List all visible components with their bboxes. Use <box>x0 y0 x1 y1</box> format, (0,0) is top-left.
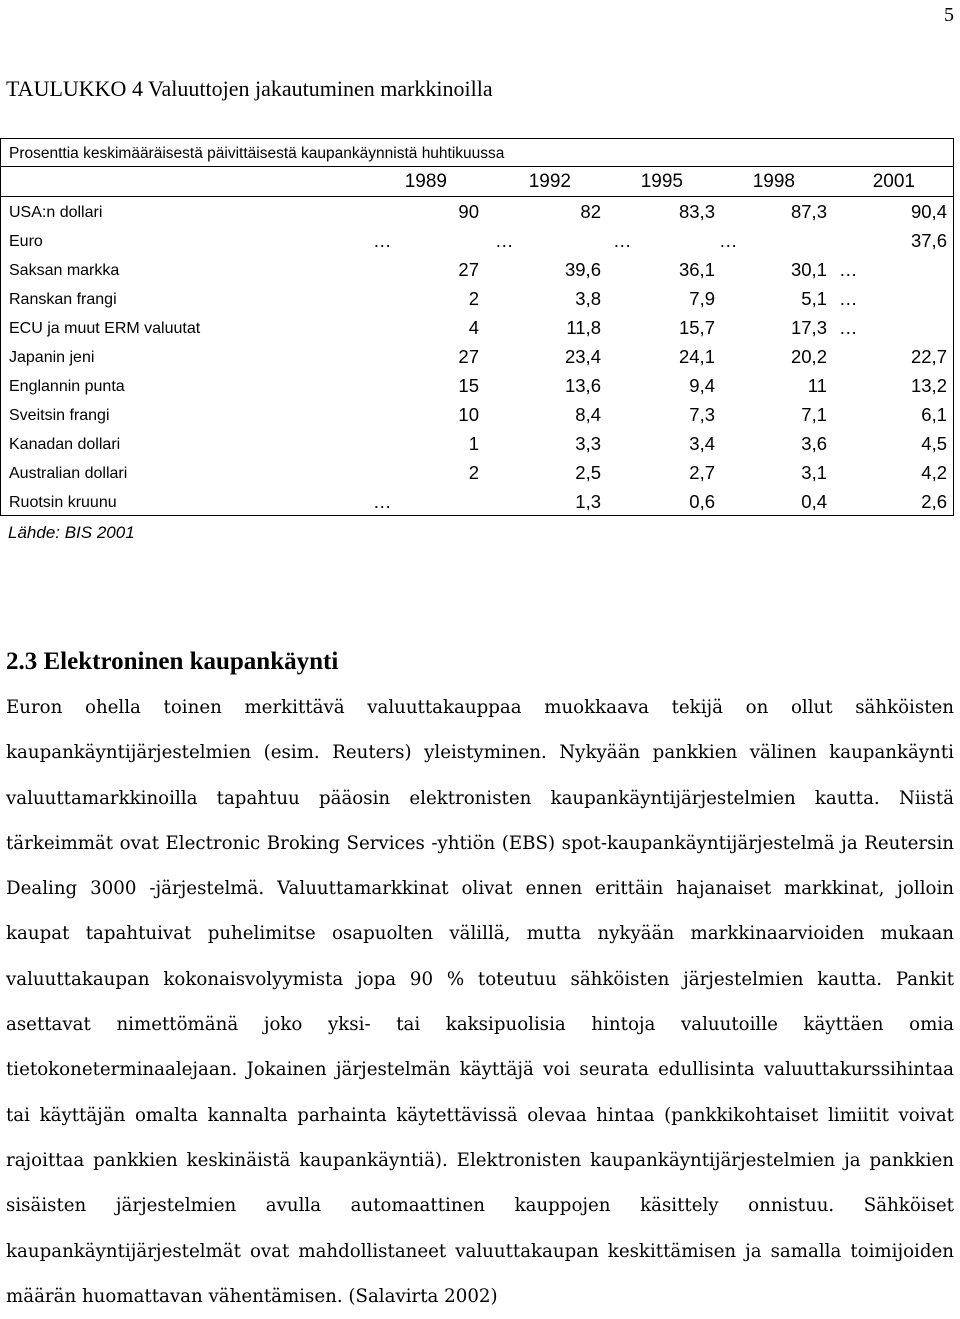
table-cell: 2 <box>468 288 479 309</box>
table-row <box>1 286 953 315</box>
table-cell: 7,9 <box>689 288 715 309</box>
table-row <box>1 228 953 257</box>
table-row <box>1 344 953 373</box>
table-cell: 24,1 <box>678 346 715 367</box>
row-label: Japanin jeni <box>9 349 95 366</box>
table-cell: … <box>495 230 514 251</box>
divider <box>1 196 953 197</box>
table-cell: 11 <box>807 375 827 396</box>
table-cell: … <box>373 230 392 251</box>
table-cell: 0,4 <box>801 491 827 512</box>
table-title: TAULUKKO 4 Valuuttojen jakautuminen markkinoilla <box>6 76 493 101</box>
row-label: Englannin punta <box>9 378 125 395</box>
row-label: Ruotsin kruunu <box>9 494 117 511</box>
table-cell: 36,1 <box>678 259 715 280</box>
table-cell: 90,4 <box>910 201 947 222</box>
table-cell: 23,4 <box>564 346 601 367</box>
page-number: 5 <box>944 4 954 26</box>
table-cell: … <box>839 288 858 309</box>
table-cell: 15 <box>458 375 479 396</box>
row-label: Saksan markka <box>9 262 120 279</box>
table-cell: 1 <box>468 433 479 454</box>
table-cell: 0,6 <box>689 491 715 512</box>
table-cell: 3,8 <box>575 288 601 309</box>
table-cell: 13,6 <box>564 375 601 396</box>
table-row <box>1 460 953 489</box>
table-cell: 8,4 <box>575 404 601 425</box>
table-row <box>1 257 953 286</box>
year-header: 1992 <box>528 171 571 192</box>
table-row <box>1 489 953 518</box>
table-cell: 15,7 <box>678 317 715 338</box>
table-cell: … <box>839 259 858 280</box>
table-cell: 3,6 <box>801 433 827 454</box>
section-heading: 2.3 Elektroninen kaupankäynti <box>6 648 339 675</box>
table-row <box>1 373 953 402</box>
table-cell: 90 <box>458 201 479 222</box>
table-cell: 37,6 <box>910 230 947 251</box>
table-cell: 2 <box>468 462 479 483</box>
table-cell: 2,6 <box>921 491 947 512</box>
table-cell: … <box>839 317 858 338</box>
table-cell: 7,1 <box>801 404 827 425</box>
table-row <box>1 199 953 228</box>
table-cell: 4,5 <box>921 433 947 454</box>
table-cell: 3,4 <box>689 433 715 454</box>
row-label: Euro <box>9 233 43 250</box>
table-cell: 3,3 <box>575 433 601 454</box>
table-cell: 30,1 <box>790 259 827 280</box>
table-cell: 22,7 <box>910 346 947 367</box>
table-cell: 27 <box>458 346 479 367</box>
table-cell: 17,3 <box>790 317 827 338</box>
year-header: 1995 <box>640 171 683 192</box>
row-label: USA:n dollari <box>9 204 103 221</box>
year-header: 2001 <box>872 171 915 192</box>
table-cell: 39,6 <box>564 259 601 280</box>
table-caption: Prosenttia keskimääräisestä päivittäisestä kaupankäynnistä huhtikuussa <box>9 145 505 162</box>
divider <box>1 166 953 167</box>
table-cell: 4 <box>468 317 479 338</box>
table-cell: 1,3 <box>575 491 601 512</box>
row-label: ECU ja muut ERM valuutat <box>9 320 201 337</box>
table-cell: 2,5 <box>575 462 601 483</box>
currency-table <box>0 138 954 516</box>
table-cell: 7,3 <box>689 404 715 425</box>
table-cell: 87,3 <box>790 201 827 222</box>
table-row <box>1 402 953 431</box>
table-cell: 6,1 <box>921 404 947 425</box>
table-cell: 3,1 <box>801 462 827 483</box>
table-cell: 10 <box>458 404 479 425</box>
row-label: Australian dollari <box>9 465 128 482</box>
table-cell: … <box>613 230 632 251</box>
table-cell: 82 <box>580 201 601 222</box>
table-cell: 11,8 <box>566 317 601 338</box>
table-cell: 9,4 <box>689 375 715 396</box>
table-cell: 13,2 <box>910 375 947 396</box>
year-header: 1989 <box>404 171 447 192</box>
body-paragraph: Euron ohella toinen merkittävä valuuttakauppaa muokkaava tekijä on ollut sähköisten kaupankäyntijärjestelmien (esim. Reuters) yleistyminen. Nykyään pankkien välinen kaupankäynti valuuttamarkkinoilla tapahtuu pääosin elektronisten kaupankäyntijärjestelmien kautta. Niistä tärkeimmät ovat Electronic Broking Services -yhtiön (EBS) spot-kaupankäyntijärjestelmä ja Reutersin Dealing 3000 -järjestelmä. Valuuttamarkkinat olivat ennen erittäin hajanaiset markkinat, jolloin kaupat tapahtuivat puhelimitse osapuolten välillä, mutta nykyään markkinaarvioiden mukaan valuuttakaupan kokonaisvolyymista jopa 90 % toteutuu sähköisten järjestelmien kautta. Pankit asettavat nimettömänä joko yksi- tai kaksipuolisia hintoja valuutoille käyttäen omia tietokoneterminaalejaan. Jokainen järjestelmän käyttäjä voi seurata edullisinta valuuttakurssihintaa tai käyttäjän omalta kannalta parhainta käytettävissä olevaa hintaa (pankkikohtaiset limiitit voivat rajoittaa pankkien keskinäistä kaupankäyntiä). Elektronisten kaupankäyntijärjestelmien ja pankkien sisäisten järjestelmien avulla automaattinen kauppojen käsittely onnistuu. Sähköiset kaupankäyntijärjestelmät ovat mahdollistaneet valuuttakaupan keskittämisen ja samalla toimijoiden määrän huomattavan vähentämisen. (Salavirta 2002) <box>6 697 954 1307</box>
row-label: Sveitsin frangi <box>9 407 110 424</box>
table-cell: … <box>373 491 392 512</box>
table-row <box>1 431 953 460</box>
year-header: 1998 <box>752 171 795 192</box>
year-header-row <box>1 171 953 195</box>
row-label: Kanadan dollari <box>9 436 121 453</box>
table-cell: 4,2 <box>921 462 947 483</box>
table-cell: 2,7 <box>689 462 715 483</box>
row-label: Ranskan frangi <box>9 291 117 308</box>
table-row <box>1 315 953 344</box>
table-cell: 27 <box>458 259 479 280</box>
table-cell: … <box>719 230 738 251</box>
table-cell: 83,3 <box>678 201 715 222</box>
table-cell: 20,2 <box>790 346 827 367</box>
table-source: Lähde: BIS 2001 <box>8 523 135 542</box>
table-cell: 5,1 <box>801 288 827 309</box>
